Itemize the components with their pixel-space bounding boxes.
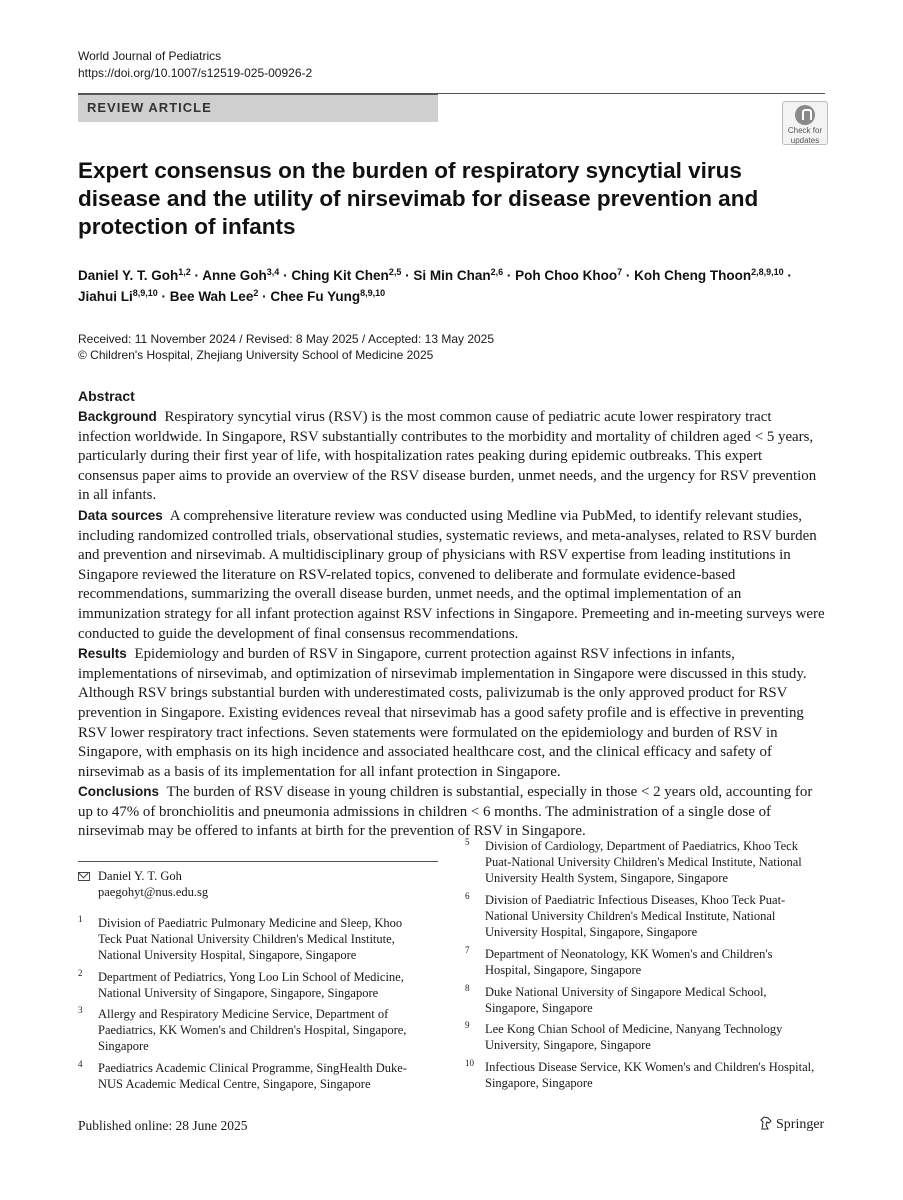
author-affiliation-marks: 2,8,9,10 — [751, 267, 784, 277]
affiliation-number: 10 — [465, 1058, 474, 1068]
article-history: Received: 11 November 2024 / Revised: 8 May 2025 / Accepted: 13 May 2025 — [78, 332, 495, 346]
author-name: Koh Cheng Thoon — [634, 268, 752, 283]
journal-info — [78, 48, 312, 82]
doi-link[interactable]: https://doi.org/10.1007/s12519-025-00926-2 — [78, 66, 313, 80]
journal-name: World Journal of Pediatrics — [78, 49, 222, 63]
author-affiliation-marks: 2,6 — [490, 267, 504, 277]
bookmark-icon — [795, 105, 815, 125]
author — [270, 289, 385, 304]
author — [170, 289, 259, 304]
affiliation-text: Lee Kong Chian School of Medicine, Nanyang Technology University, Singapore, Singapore — [485, 1022, 783, 1052]
author-name: Daniel Y. T. Goh — [78, 268, 179, 283]
abstract — [78, 407, 826, 842]
author — [291, 268, 401, 283]
affiliation-text: Department of Neonatology, KK Women's and Children's Hospital, Singapore, Singapore — [485, 947, 773, 977]
author — [202, 268, 279, 283]
affiliation-number: 8 — [465, 983, 470, 993]
affiliation-text: Division of Paediatric Pulmonary Medicine and Sleep, Khoo Teck Puat National University Children's Medical Institute, National University Hospital, Singapore, Singapore — [98, 916, 403, 962]
affiliation-text: Division of Cardiology, Department of Paediatrics, Khoo Teck Puat-National University Children's Medical Institute, National University Health System, Singapore, Singapore — [485, 839, 802, 885]
check-updates-line1: Check for — [787, 126, 823, 135]
springer-logo — [760, 1116, 824, 1133]
section-head: Conclusions — [78, 784, 160, 800]
correspondence-email[interactable]: paegohyt@nus.edu.sg — [98, 885, 209, 899]
affiliation-number: 7 — [465, 945, 470, 955]
abstract-data-sources — [78, 506, 826, 644]
affiliation-text: Duke National University of Singapore Medical School, Singapore, Singapore — [485, 985, 767, 1015]
affiliation-text: Paediatrics Academic Clinical Programme, SingHealth Duke-NUS Academic Medical Centre, Singapore, Singapore — [98, 1061, 407, 1091]
author-affiliation-marks: 2 — [253, 288, 259, 298]
author — [413, 268, 503, 283]
author-name: Jiahui Li — [78, 289, 133, 304]
section-text: Respiratory syncytial virus (RSV) is the most common cause of pediatric acute lower respiratory tract infection worldwide. In Singapore, RSV substantially contributes to the morbidity and mortality of children aged < 5 years, particularly during their first year of life, with hospitalization rates peaking during epidemic outbreaks. This expert consensus paper aims to provide an overview of the RSV disease burden, unmet needs, and the urgency for RSV prevention in all infants. — [78, 409, 817, 504]
paper-title: Expert consensus on the burden of respiratory syncytial virus disease and the utility of nirsevimab for disease prevention and protection of infants — [78, 158, 759, 239]
author-affiliation-marks: 1,2 — [178, 267, 191, 277]
publisher-name: Springer — [776, 1117, 825, 1132]
author-name: Anne Goh — [202, 268, 267, 283]
author-affiliation-marks: 7 — [617, 267, 623, 277]
section-head: Background — [78, 409, 157, 424]
affiliation-text: Allergy and Respiratory Medicine Service, Department of Paediatrics, KK Women's and Children's Hospital, Singapore, Singapore — [98, 1007, 407, 1053]
abstract-background — [78, 407, 826, 506]
author — [78, 289, 158, 304]
author-name: Ching Kit Chen — [291, 268, 389, 283]
section-text: The burden of RSV disease in young children is substantial, especially in those < 2 years old, accounting for up to 47% of bronchiolitis and pneumonia admissions in children < 6 months. The administration of a single dose of nirsevimab may be offered to infants at birth for the prevention of RSV in Singapore. — [78, 784, 813, 840]
article-type-bar — [78, 93, 438, 122]
springer-horse-icon — [760, 1116, 772, 1130]
author — [634, 268, 784, 283]
abstract-conclusions — [78, 782, 826, 842]
author — [78, 268, 191, 283]
correspondence-name: Daniel Y. T. Goh — [98, 869, 182, 883]
section-head: Data sources — [78, 507, 163, 523]
affiliation-number: 9 — [465, 1020, 470, 1030]
footnote-rule — [78, 861, 438, 862]
affiliation-text: Infectious Disease Service, KK Women's and Children's Hospital, Singapore, Singapore — [485, 1060, 815, 1090]
section-text: A comprehensive literature review was conducted using Medline via PubMed, to identify relevant studies, including randomized controlled trials, observational studies, systematic reviews, and meta-analyses, related to RSV burden and prevention and nirsevimab. A multidisciplinary group of physicians with RSV expertise from leading institutions in Singapore reviewed the literature on RSV-related topics, convened to deliberate and formulate evidence-based recommendations, summarizing the overall disease burden, unmet needs, and the optimal implementation of an immunization strategy for all infant protection against RSV infections in Singapore. Premeeting and in-meeting surveys were conducted to guide the development of final consensus recommendations. — [78, 507, 825, 642]
header-rule — [438, 93, 825, 94]
author-affiliation-marks: 3,4 — [266, 267, 280, 277]
affiliation-number: 5 — [465, 837, 470, 847]
author — [515, 268, 622, 283]
affiliation-number: 1 — [78, 914, 83, 924]
abstract-results — [78, 644, 826, 782]
affiliation-number: 2 — [78, 968, 83, 978]
author-affiliation-marks: 8,9,10 — [132, 288, 158, 298]
author-name: Chee Fu Yung — [270, 289, 361, 304]
affiliation-number: 3 — [78, 1005, 83, 1015]
section-text: Epidemiology and burden of RSV in Singapore, current protection against RSV infections in infants, implementations of nirsevimab, and optimization of nirsevimab implementation in Singapore were discussed in this study. Although RSV brings substantial burden with underestimated costs, palivizumab is the only approved product for RSV prevention in Singapore. Existing evidences reveal that nirsevimab has a good safety profile and is effective in preventing RSV lower respiratory tract infections. Seven statements were formulated on the epidemiology and burden of RSV in Singapore, with emphasis on its high incidence and associated healthcare cost, and the clinical efficacy and safety of nirsevimab as a basis of its implementation for all infant protection in Singapore. — [78, 646, 807, 780]
author-name: Poh Choo Khoo — [515, 268, 618, 283]
author-affiliation-marks: 8,9,10 — [360, 288, 386, 298]
affiliation-number: 6 — [465, 891, 470, 901]
affiliation-text: Division of Paediatric Infectious Diseases, Khoo Teck Puat-National University Children's Medical Institute, National University Hospital, Singapore, Singapore — [485, 893, 786, 939]
envelope-icon — [78, 872, 90, 881]
author-affiliation-marks: 2,5 — [388, 267, 402, 277]
abstract-heading: Abstract — [78, 388, 135, 404]
author-name: Bee Wah Lee — [169, 289, 254, 304]
article-dates — [78, 331, 494, 363]
affiliation-number: 4 — [78, 1059, 83, 1069]
affiliation-text: Department of Pediatrics, Yong Loo Lin School of Medicine, National University of Singapore, Singapore, Singapore — [98, 970, 404, 1000]
check-updates-line2: updates — [790, 136, 820, 145]
author-name: Si Min Chan — [413, 268, 491, 283]
article-type: REVIEW ARTICLE — [87, 100, 212, 115]
check-for-updates-badge[interactable] — [782, 101, 828, 145]
published-date: Published online: 28 June 2025 — [78, 1118, 248, 1133]
author-list: Daniel Y. T. Goh$^{1,2}$ · Anne Goh$^{3,4}$ · Ching Kit Chen$^{2,5}$ · Si Min Chan$^{2,6}$ · Poh Choo Khoo$^7$ · Koh Cheng Thoon$^{2,8,9,10}$ · Jiahui Li$^{8,9,10}$ · Bee Wah Lee$^2$ · Chee Fu Yung$^{8,9,10}$ — [78, 267, 792, 304]
copyright: © Children's Hospital, Zhejiang University School of Medicine 2025 — [78, 348, 434, 362]
section-head: Results — [78, 646, 127, 662]
